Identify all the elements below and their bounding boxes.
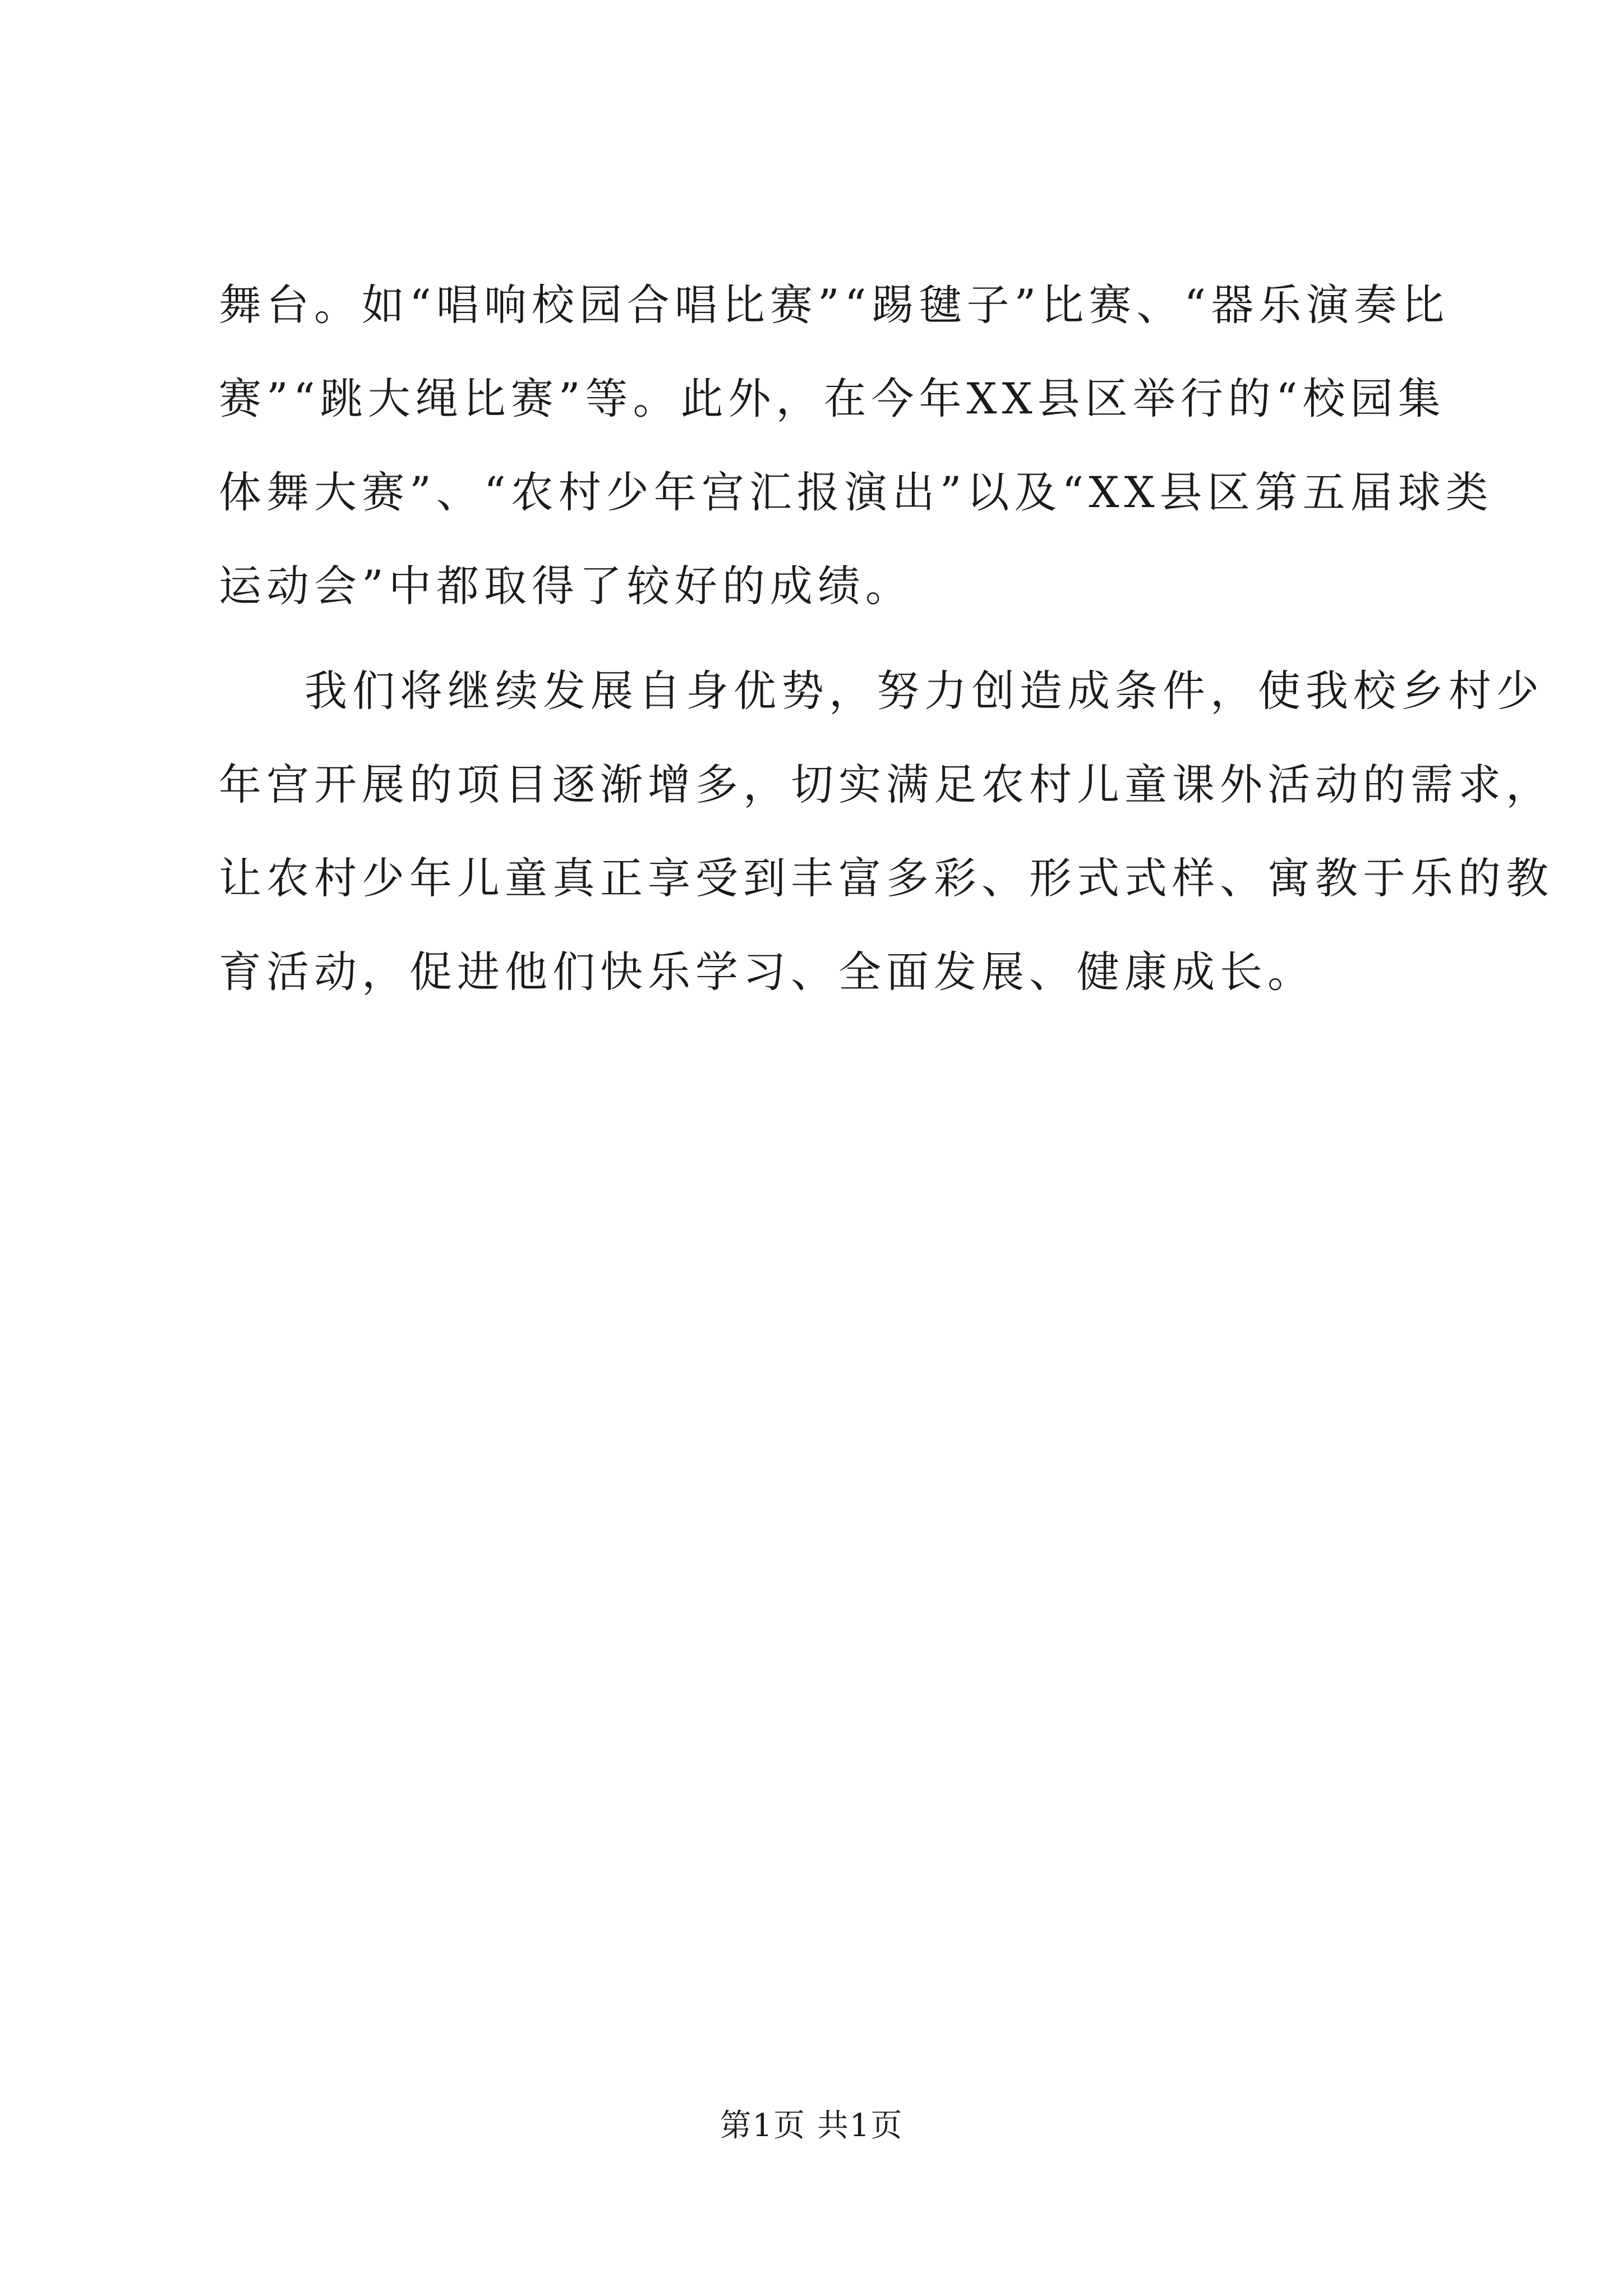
paragraph-spacer: [219, 633, 1419, 644]
text-line: 赛”“跳大绳比赛”等。此外，在今年XX县区举行的“校园集: [219, 374, 1446, 424]
paragraph-1: [219, 258, 1493, 633]
text-line: 运动会”中都取得了较好的成绩。: [219, 561, 913, 611]
paragraph-2: [219, 644, 1553, 1019]
text-line: 舞台。如“唱响校园合唱比赛”“踢毽子”比赛、“器乐演奏比: [219, 280, 1450, 330]
document-body: [219, 258, 1553, 1019]
text-line: 让农村少年儿童真正享受到丰富多彩、形式式样、寓教于乐的教: [219, 853, 1553, 903]
text-line: 育活动，促进他们快乐学习、全面发展、健康成长。: [219, 947, 1315, 997]
text-line: 体舞大赛”、“农村少年宫汇报演出”以及“XX县区第五届球类: [219, 467, 1493, 517]
text-line: 年宫开展的项目逐渐增多，切实满足农村儿童课外活动的需求，: [219, 760, 1553, 809]
page-number-footer: 第1页 共1页: [720, 2108, 903, 2144]
text-line-indented: 我们将继续发展自身优势，努力创造成条件，使我校乡村少: [305, 666, 1544, 716]
